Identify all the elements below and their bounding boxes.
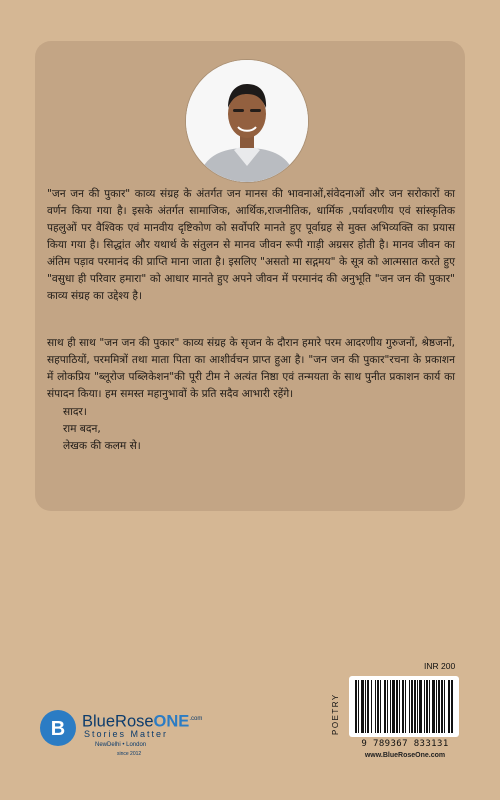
barcode-bar (426, 680, 428, 733)
publisher-name-dotcom: .com (189, 716, 203, 722)
signoff-from-author: लेखक की कलम से। (63, 440, 141, 452)
barcode-bar (371, 680, 372, 733)
barcode-bar (367, 680, 369, 733)
barcode-bar (358, 680, 359, 733)
barcode-bar (365, 680, 366, 733)
barcode-bar (384, 680, 386, 733)
signoff-author-name: राम बदन, (63, 423, 101, 435)
publisher-logo-icon (40, 710, 76, 746)
barcode-bar (390, 680, 391, 733)
barcode-bar (396, 680, 398, 733)
genre-text: POETRY (331, 693, 340, 735)
barcode-bar (375, 680, 376, 733)
publisher-tagline: Stories Matter (84, 729, 169, 739)
publisher-name (82, 710, 202, 731)
publisher-name-suffix: ONE (153, 712, 190, 731)
barcode-bar (436, 680, 437, 733)
publisher-name-main: BlueRose (82, 712, 154, 731)
barcode-bar (424, 680, 425, 733)
barcode-bar (380, 680, 381, 733)
publisher-url: www.BlueRoseOne.com (364, 752, 446, 759)
barcode-bar (411, 680, 413, 733)
barcode-bar (432, 680, 435, 733)
barcode-bar (402, 680, 404, 733)
barcode-bar (355, 680, 357, 733)
barcode-bar (392, 680, 395, 733)
barcode-bar (419, 680, 422, 733)
barcode-bar (429, 680, 430, 733)
barcode-bar (377, 680, 379, 733)
signoff-regards: सादर। (63, 406, 87, 418)
barcode-bar (414, 680, 416, 733)
barcode-bar (441, 680, 443, 733)
price-label: INR 200 (424, 661, 456, 671)
barcode-bar (399, 680, 400, 733)
barcode-bar (444, 680, 445, 733)
barcode-bar (405, 680, 406, 733)
isbn-number: 9 789367 833131 (361, 739, 449, 749)
author-photo (186, 60, 308, 182)
isbn-barcode (349, 676, 459, 737)
publisher-since: since 2012 (117, 751, 142, 757)
barcode-bar (448, 680, 450, 733)
barcode-bar (438, 680, 440, 733)
barcode-bar (387, 680, 388, 733)
intro-paragraph: "जन जन की पुकार" काव्य संग्रह के अंतर्गत जन मानस की भावनाओं,संवेदनाओं और जन सरोकारों का वर्णन किया गया है। इसके अंतर्गत सामाजिक, आर्थिक,राजनीतिक, धार्मिक ,पर्यावरणीय एवं सांस्कृतिक पहलुओं पर वैश्विक एवं मानवीय दृष्टिकोण को सर्वोपरि मानते हुए पूर्वाग्रह से मुक्त अभिव्यक्ति का प्रयास किया गया है। सिद्धांत और यथार्थ के संतुलन से मानव जीवन रूपी गाड़ी अग्रसर होती है। मानव जीवन का अंतिम पड़ाव परमानंद की प्राप्ति माना जाता है। इसलिए "असतो मा सद्गमय" के सूत्र को आत्मसात करते हुए "वसुधा ही परिवार हमारा" को आधार मानते हुए अपने जीवन में परमानंद की अनुभूति "जन जन की पुकार" काव्य संग्रह का उद्देश्य है। (47, 188, 455, 302)
barcode-bar (409, 680, 410, 733)
publisher-cities: NewDelhi • London (95, 742, 147, 748)
barcode-bar (451, 680, 453, 733)
barcode-bar (417, 680, 418, 733)
acknowledgement-paragraph: साथ ही साथ "जन जन की पुकार" काव्य संग्रह के सृजन के दौरान हमारे परम आदरणीय गुरुजनों, श्रेष्ठजनों, सहपाठियों, परममित्रों तथा माता पिता का आशीर्वचन प्राप्त हुआ है। "जन जन की पुकार"रचना के प्रकाशन में लोकप्रिय "ब्लूरोज पब्लिकेशन"की पूरी टीम ने अत्यंत निष्ठा एवं तन्मयता के साथ पुनीत प्रकाशन कार्य का संपादन किया। हम समस्त महानुभावों के प्रति सदैव आभारी रहेंगे। (47, 337, 455, 400)
svg-text:B: B (50, 718, 66, 740)
barcode-bar (361, 680, 364, 733)
